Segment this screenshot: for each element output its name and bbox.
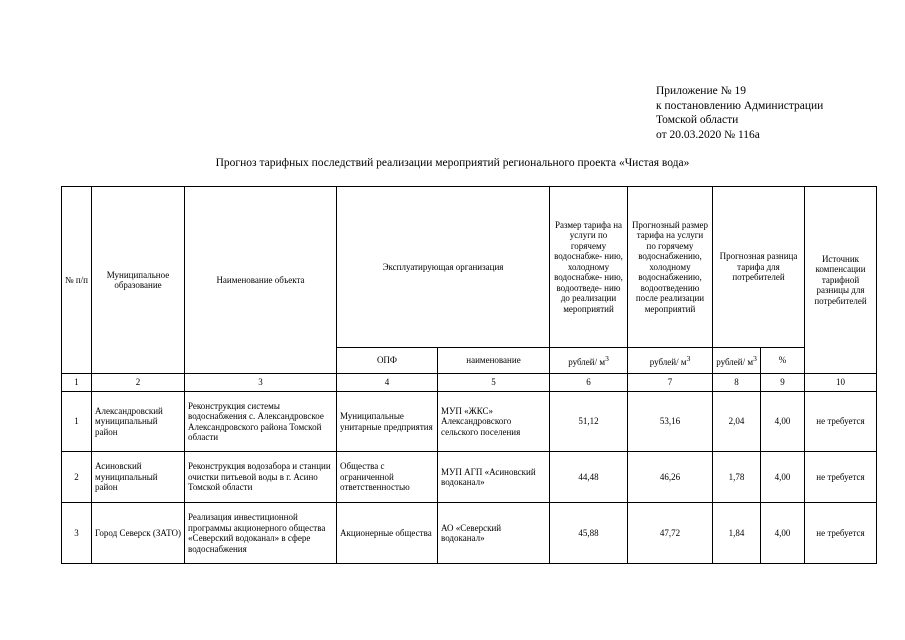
- table-row: [62, 392, 877, 452]
- row-object: Реализация инвестиционной программы акционерного общества «Северский водоканал» в сфере водоснабжения: [185, 503, 337, 564]
- unit-text: рублей/ м: [649, 356, 687, 367]
- row-municipality: Асиновский муниципальный район: [92, 452, 185, 503]
- row-source: не требуется: [805, 452, 877, 503]
- column-number-row: [62, 374, 877, 392]
- appendix-line-4: от 20.03.2020 № 116а: [656, 128, 760, 141]
- row-num: 1: [62, 392, 92, 452]
- column-number: 2: [92, 374, 185, 392]
- row-object: Реконструкция системы водоснабжения с. Александровское Александровского района Томской области: [185, 392, 337, 452]
- subheader-percent: %: [761, 348, 805, 374]
- column-number: 5: [438, 374, 550, 392]
- row-diff-rub: 1,84: [713, 503, 761, 564]
- header-object: Наименование объекта: [185, 187, 337, 374]
- header-tariff-before: Размер тарифа на услуги по горячему водоснабже- нию, холодному водоснабже- нию, водоотведе- нию до реализации мероприятий: [550, 187, 628, 348]
- header-operating-org: Эксплуатирующая организация: [337, 187, 550, 348]
- header-municipality: Муниципальное образование: [92, 187, 185, 374]
- header-row: [62, 187, 877, 348]
- column-number: 4: [337, 374, 438, 392]
- row-municipality: Александровский муниципальный район: [92, 392, 185, 452]
- row-diff-rub: 1,78: [713, 452, 761, 503]
- row-source: не требуется: [805, 392, 877, 452]
- row-tariff-before: 44,48: [550, 452, 628, 503]
- document-title: Прогноз тарифных последствий реализации мероприятий регионального проекта «Чистая вода»: [215, 157, 690, 169]
- column-number: 7: [628, 374, 713, 392]
- row-diff-pct: 4,00: [761, 392, 805, 452]
- column-number: 6: [550, 374, 628, 392]
- row-opf: Муниципальные унитарные предприятия: [337, 392, 438, 452]
- subheader-unit-before: [550, 348, 628, 374]
- row-org-name: АО «Северский водоканал»: [438, 503, 550, 564]
- row-diff-pct: 4,00: [761, 503, 805, 564]
- row-tariff-after: 47,72: [628, 503, 713, 564]
- appendix-line-3: Томской области: [656, 114, 739, 126]
- subheader-unit-after: [628, 348, 713, 374]
- unit-text: рублей/ м: [568, 356, 606, 367]
- table-row: [62, 503, 877, 564]
- column-number: 8: [713, 374, 761, 392]
- column-number: 1: [62, 374, 92, 392]
- row-tariff-before: 45,88: [550, 503, 628, 564]
- row-opf: Общества с ограниченной ответственностью: [337, 452, 438, 503]
- unit-superscript: 3: [753, 353, 757, 363]
- row-municipality: Город Северск (ЗАТО): [92, 503, 185, 564]
- row-object: Реконструкция водозабора и станции очистки питьевой воды в г. Асино Томской области: [185, 452, 337, 503]
- appendix-line-1: Приложение № 19: [656, 85, 746, 97]
- subheader-unit-diff: [713, 348, 761, 374]
- unit-superscript: 3: [605, 353, 609, 363]
- row-org-name: МУП АГП «Асиновский водоканал»: [438, 452, 550, 503]
- table-row: [62, 452, 877, 503]
- tariff-table: [61, 186, 877, 564]
- row-diff-pct: 4,00: [761, 452, 805, 503]
- appendix-line-2: к постановлению Администрации: [656, 99, 824, 112]
- appendix-block: [656, 84, 896, 142]
- row-org-name: МУП «ЖКС» Александровского сельского поселения: [438, 392, 550, 452]
- subheader-org-name: наименование: [438, 348, 550, 374]
- column-number: 9: [761, 374, 805, 392]
- header-tariff-diff: Прогнозная разница тарифа для потребителей: [713, 187, 805, 348]
- unit-superscript: 3: [686, 353, 691, 363]
- row-source: не требуется: [805, 503, 877, 564]
- header-tariff-after: Прогнозный размер тарифа на услуги по горячему водоснабжению, холодному водоснабжению, водоотведению после реализации мероприятий: [628, 187, 713, 348]
- row-tariff-after: 46,26: [628, 452, 713, 503]
- column-number: 10: [805, 374, 877, 392]
- unit-text: рублей/ м: [716, 356, 754, 367]
- column-number: 3: [185, 374, 337, 392]
- row-tariff-after: 53,16: [628, 392, 713, 452]
- row-num: 3: [62, 503, 92, 564]
- header-compensation-source: Источник компенсации тарифной разницы для потребителей: [805, 187, 877, 374]
- subheader-opf: ОПФ: [337, 348, 438, 374]
- row-num: 2: [62, 452, 92, 503]
- row-tariff-before: 51,12: [550, 392, 628, 452]
- row-opf: Акционерные общества: [337, 503, 438, 564]
- row-diff-rub: 2,04: [713, 392, 761, 452]
- header-num: № п/п: [62, 187, 92, 374]
